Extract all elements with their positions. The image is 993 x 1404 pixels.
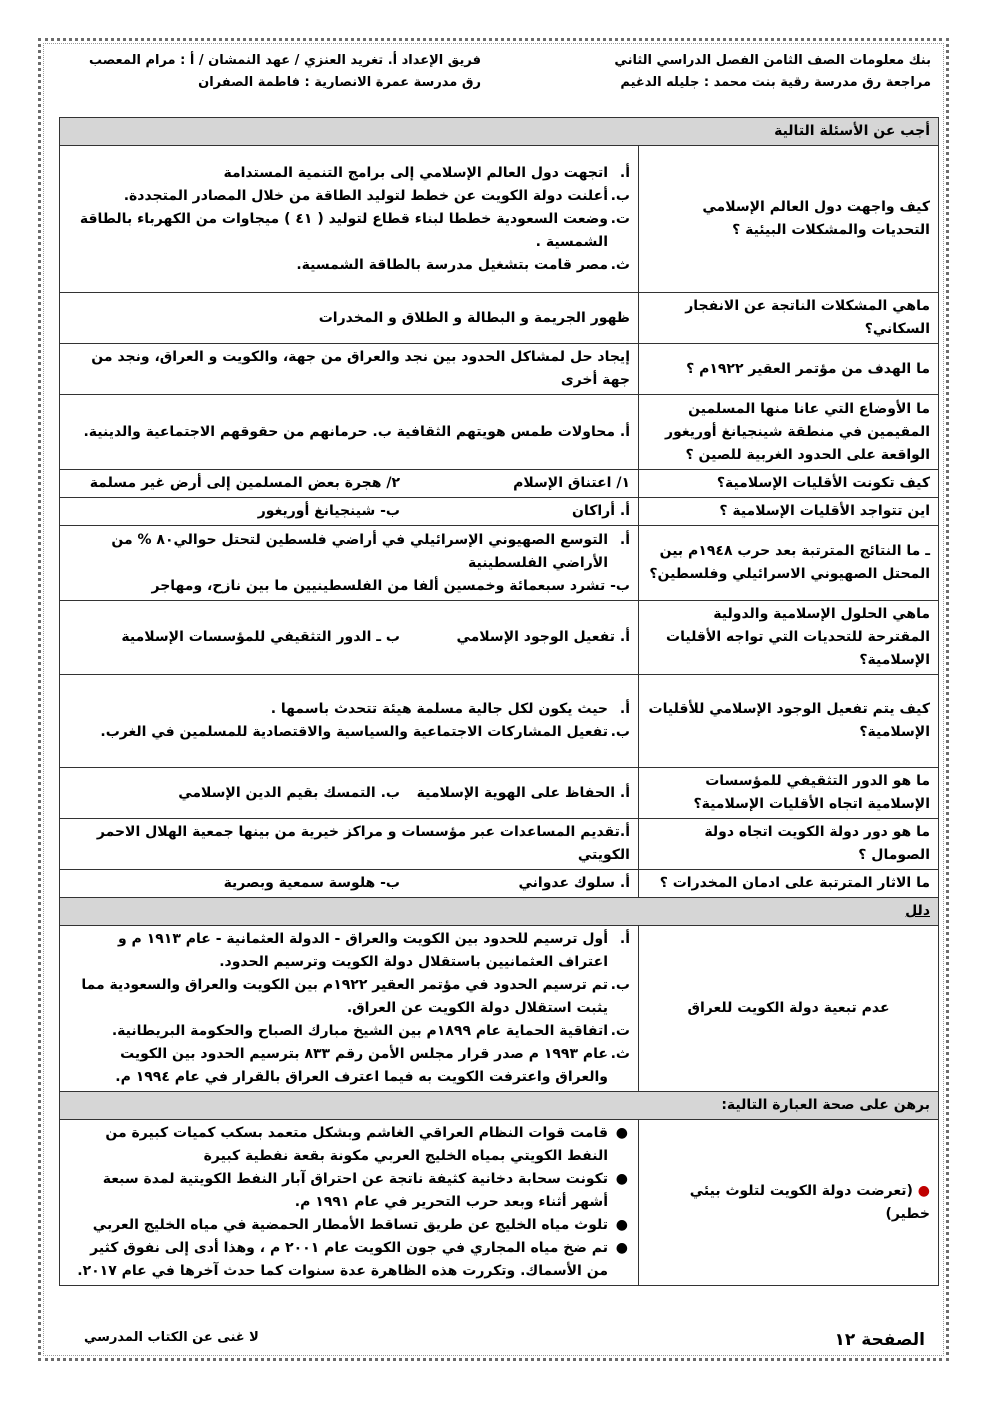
answer-item: ث. عام ١٩٩٣ م صدر قرار مجلس الأمن رقم ٨٣٣ بترسيم الحدود بين الكويت والعراق واعترفت الكويت به فيما اعترف العراق بالقرار في عام ١٩٩٤ م. — [115, 1046, 630, 1085]
answer-item: أ. اتجهت دول العالم الإسلامي إلى برامج التنمية المستدامة — [223, 164, 630, 181]
question-cell: ما الهدف من مؤتمر العقير ١٩٢٢م ؟ — [639, 344, 939, 395]
answer-item: ● تلوث مياه الخليج عن طريق تساقط الأمطار الحمضية في مياه الخليج العربي — [68, 1214, 630, 1237]
question-cell: ماهي الحلول الإسلامية والدولية المقترحة للتحديات التي تواجه الأقليات الإسلامية؟ — [639, 601, 939, 675]
section-header — [60, 898, 939, 926]
answer-cell: ١/ اعتناق الإسلام٢/ هجرة بعض المسلمين إلى أرض غير مسلمة — [60, 470, 639, 498]
answer-item: ● قامت قوات النظام العراقي الغاشم وبشكل متعمد بسكب كميات كبيرة من النفط الكويتي بمياه الخليج العربي مكونة بقعة نفطية كبيرة — [68, 1122, 630, 1168]
answer-item: ● تكونت سحابة دخانية كثيفة ناتجة عن احتراق آبار النفط الكويتية لمدة سبعة أشهر أثناء وبعد حرب التحرير في عام ١٩٩١ م. — [68, 1168, 630, 1214]
table-row — [60, 675, 939, 768]
answer-cell: أ. أراكانب- شينجيانغ أوريغور — [60, 498, 639, 526]
question-cell: ماهي المشكلات الناتجة عن الانفجار السكاني؟ — [639, 293, 939, 344]
answer-item: ت. وضعت السعودية خططا لبناء قطاع لتوليد ( ٤١ ) ميجاوات من الكهرباء بالطاقة الشمسية . — [79, 210, 630, 250]
question-cell: كيف واجهت دول العالم الإسلامي التحديات والمشكلات البيئية ؟ — [639, 146, 939, 293]
section-title: أجب عن الأسئلة التالية — [60, 118, 939, 146]
header-left — [89, 50, 481, 94]
answer-cell: أ. محاولات طمس هويتهم الثقافية ب. حرمانهم من حقوقهم الاجتماعية والدينية. — [60, 395, 639, 470]
answer-cell — [60, 1120, 639, 1286]
header-left-line1: فريق الإعداد أ. تغريد العنزي / عهد النمشان / أ : مرام المعصب — [88, 53, 481, 68]
answer-cell: ظهور الجريمة و البطالة و الطلاق و المخدرات — [60, 293, 639, 344]
answer-item: ب. أعلنت دولة الكويت عن خطط لتوليد الطاقة من خلال المصادر المتجددة. — [123, 187, 630, 204]
answer-cell: أ. تفعيل الوجود الإسلاميب ـ الدور التثقيفي للمؤسسات الإسلامية — [60, 601, 639, 675]
table-row — [60, 470, 939, 498]
bullet-icon: ● — [615, 1171, 628, 1187]
answer-item: ● تم ضخ مياه المجاري في جون الكويت عام ٢٠٠١ م ، وهذا أدى إلى نفوق كثير من الأسماك. وتكررت هذه الظاهرة عدة سنوات كما حدث آخرها في عام ٢٠١٧. — [68, 1237, 630, 1283]
answer-item: أ. التوسع الصهيوني الإسرائيلي في أراضي فلسطين لتحتل حوالي٨٠ % من الأراضي الفلسطينية — [111, 531, 630, 571]
table-row — [60, 768, 939, 819]
answer-cell: أ. الحفاظ على الهوية الإسلاميةب. التمسك بقيم الدين الإسلامي — [60, 768, 639, 819]
question-cell: ما هو الدور التثقيفي للمؤسسات الإسلامية اتجاه الأقليات الإسلامية؟ — [639, 768, 939, 819]
bullet-icon: ● — [615, 1217, 628, 1233]
table-row — [60, 819, 939, 870]
header-right — [614, 50, 931, 94]
table-row — [60, 926, 939, 1092]
answer-item: ب. تفعيل المشاركات الاجتماعية والسياسية والاقتصادية للمسلمين في الغرب. — [100, 724, 630, 740]
answer-cell: أ.تقديم المساعدات عبر مؤسسات و مراكز خيرية من بينها جمعية الهلال الاحمر الكويتي — [60, 819, 639, 870]
question-cell: كيف تكونت الأقليات الإسلامية؟ — [639, 470, 939, 498]
answer-cell — [60, 926, 639, 1092]
table-row — [60, 870, 939, 898]
answer-item: ت. اتفاقية الحماية عام ١٨٩٩م بين الشيخ مبارك الصباح والحكومة البريطانية. — [111, 1023, 630, 1039]
section-title: برهن على صحة العبارة التالية: — [60, 1092, 939, 1120]
answer-item: ث. مصر قامت بتشغيل مدرسة بالطاقة الشمسية. — [296, 256, 630, 273]
answer-item: أ. حيث يكون لكل جالية مسلمة هيئة تتحدث باسمها . — [270, 701, 630, 717]
question-cell: ما الاثار المترتبة على ادمان المخدرات ؟ — [639, 870, 939, 898]
bullet-icon: ● — [615, 1240, 628, 1256]
answer-cell: أ. سلوك عدوانيب- هلوسة سمعية وبصرية — [60, 870, 639, 898]
questions-table — [59, 117, 939, 1286]
answer-item: ب- تشرد سبعمائة وخمسين ألفا من الفلسطينيين ما بين نازح، ومهاجر — [151, 577, 630, 594]
section-header — [60, 118, 939, 146]
answer-item: أ. أول ترسيم للحدود بين الكويت والعراق - الدولة العثمانية - عام ١٩١٣ م و اعتراف العثمانيين باستقلال دولة الكويت وترسيم الحدود. — [117, 931, 630, 970]
question-cell: كيف يتم تفعيل الوجود الإسلامي للأقليات الإسلامية؟ — [639, 675, 939, 768]
table-row — [60, 344, 939, 395]
question-cell: ـ ما النتائج المترتبة بعد حرب ١٩٤٨م بين المحتل الصهيوني الاسرائيلي وفلسطين؟ — [639, 526, 939, 601]
question-cell: ما هو دور دولة الكويت اتجاه دولة الصومال ؟ — [639, 819, 939, 870]
answer-cell — [60, 146, 639, 293]
header-right-line1: بنك معلومات الصف الثامن الفصل الدراسي الثاني — [614, 53, 931, 68]
table-row — [60, 498, 939, 526]
page-number: الصفحة ١٢ — [834, 1330, 925, 1350]
answer-item: ب. تم ترسيم الحدود في مؤتمر العقير ١٩٢٢م بين الكويت والعراق والسعودية مما يثبت استقلال دولة الكويت عن العراق. — [81, 977, 630, 1016]
question-cell: اين تتواجد الأقليات الإسلامية ؟ — [639, 498, 939, 526]
section-header — [60, 1092, 939, 1120]
header-left-line2: رق مدرسة عمرة الانصارية : فاطمة الصفران — [198, 75, 481, 90]
statement-cell: ● (تعرضت دولة الكويت لتلوث بيئي خطير) — [639, 1120, 939, 1286]
table-row — [60, 1120, 939, 1286]
table-row — [60, 601, 939, 675]
bullet-icon: ● — [615, 1125, 628, 1141]
table-row — [60, 395, 939, 470]
answer-cell — [60, 675, 639, 768]
table-row — [60, 526, 939, 601]
statement-cell: عدم تبعية دولة الكويت للعراق — [639, 926, 939, 1092]
footer-note: لا غنى عن الكتاب المدرسي — [84, 1330, 259, 1345]
table-row — [60, 293, 939, 344]
section-title: دلل — [60, 898, 939, 926]
answer-cell: إيجاد حل لمشاكل الحدود بين نجد والعراق من جهة، والكويت و العراق، ونجد من جهة أخرى — [60, 344, 639, 395]
header-right-line2: مراجعة رق مدرسة رقية بنت محمد : جليله الدغيم — [620, 75, 931, 90]
answer-cell — [60, 526, 639, 601]
table-row — [60, 146, 939, 293]
question-cell: ما الأوضاع التي عانا منها المسلمين المقيمين في منطقة شينجيانغ أوريغور الواقعة على الحدود الغربية للصين ؟ — [639, 395, 939, 470]
red-bullet-icon: ● — [917, 1182, 930, 1199]
